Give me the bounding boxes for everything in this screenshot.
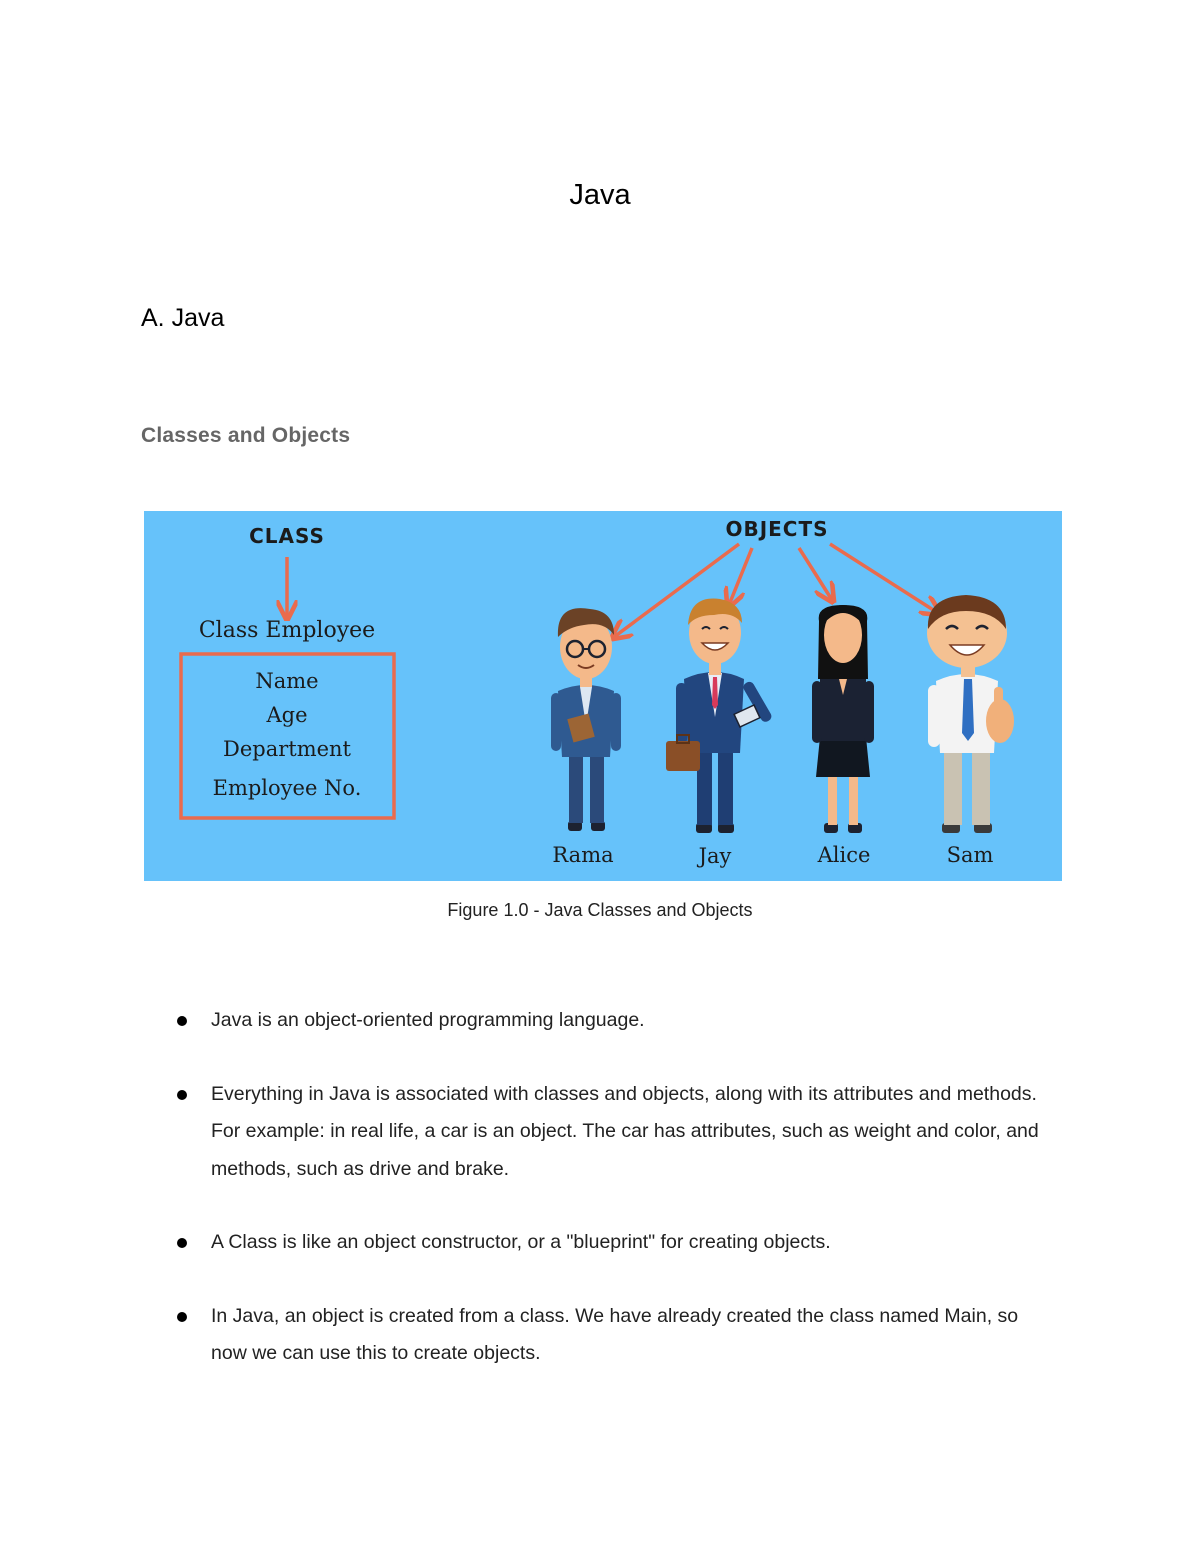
object-name-alice: Alice (817, 843, 871, 867)
bullet-dot (177, 1238, 187, 1248)
bullet-dot (177, 1016, 187, 1026)
bullet-list (176, 1002, 1056, 1409)
figure-caption: Figure 1.0 - Java Classes and Objects (447, 900, 753, 920)
class-name: Class Employee (198, 618, 376, 643)
objects-label: OBJECTS (725, 517, 829, 541)
bullet-dot (177, 1090, 187, 1100)
bullet-text: In Java, an object is created from a class. We have already created the class named Main, so now we can use this to create objects. (211, 1304, 1019, 1364)
figure-illustration (144, 511, 1062, 881)
bullet-item (176, 1002, 1056, 1040)
object-name-sam: Sam (946, 843, 994, 867)
attribute-age: Age (266, 703, 308, 727)
bullet-text: Everything in Java is associated with classes and objects, along with its attributes and methods. For example: in real life, a car is an object. The car has attributes, such as weight and color, and methods, such as drive and brake. (211, 1082, 1039, 1180)
bullet-item (176, 1076, 1056, 1189)
subsection-heading: Classes and Objects (141, 424, 351, 447)
attribute-department: Department (222, 737, 352, 761)
page-title: Java (569, 179, 631, 211)
bullet-text: A Class is like an object constructor, or a "blueprint" for creating objects. (211, 1231, 831, 1253)
object-name-rama: Rama (552, 843, 614, 867)
class-objects-figure (144, 511, 1062, 881)
class-label: CLASS (249, 524, 325, 548)
bullet-dot (177, 1312, 187, 1322)
bullet-item (176, 1224, 1056, 1262)
attribute-name: Name (255, 669, 319, 693)
bullet-item (176, 1298, 1056, 1373)
section-heading: A. Java (141, 304, 225, 332)
object-name-jay: Jay (698, 844, 732, 868)
attribute-employee-no: Employee No. (212, 776, 362, 800)
bullet-text: Java is an object-oriented programming language. (211, 1009, 645, 1031)
